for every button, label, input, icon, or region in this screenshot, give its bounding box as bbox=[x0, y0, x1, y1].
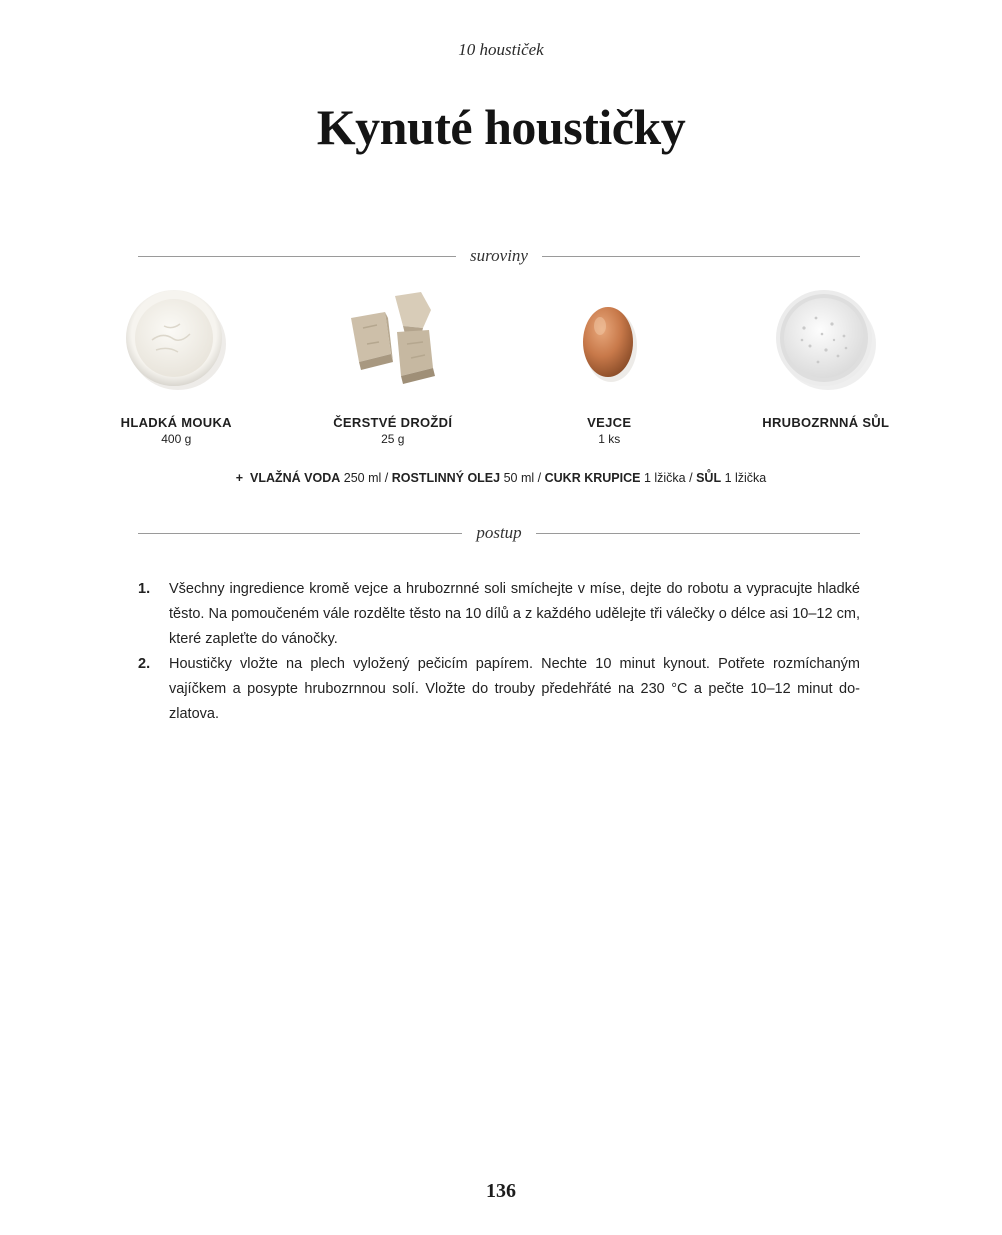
extra-ingredient-name: SŮL bbox=[696, 471, 722, 485]
ingredients-divider bbox=[138, 244, 860, 268]
divider-line-left bbox=[138, 256, 456, 257]
recipe-title: Kynuté houstičky bbox=[316, 99, 686, 155]
chapter-kicker: 10 houstiček bbox=[458, 40, 544, 59]
extra-ingredient-name: ROSTLINNÝ OLEJ bbox=[391, 471, 501, 485]
plus-sign: + bbox=[235, 471, 244, 485]
method-section-label: postup bbox=[476, 523, 522, 542]
step-text: Všechny ingredience kromě vejce a hrubozrnné soli smíchejte v míse, dejte do robotu a vypracujte hladké těsto. Na pomoučeném vále rozdělte těsto na 10 dílů a z každého udělejte tři válečky o délce asi 10–12 cm, které zapleťte do vánočky. bbox=[169, 581, 860, 647]
ingredient-item bbox=[501, 285, 718, 446]
extra-ingredients bbox=[0, 471, 1002, 485]
ingredient-qty: 1 ks bbox=[598, 432, 621, 446]
extra-ingredient-qty: 50 ml bbox=[503, 471, 535, 485]
step-number: 2. bbox=[138, 656, 151, 672]
salt-bowl-icon bbox=[766, 285, 886, 395]
method-step bbox=[138, 577, 860, 652]
ingredient-item bbox=[718, 285, 935, 446]
egg-icon bbox=[549, 285, 669, 395]
fresh-yeast-icon bbox=[333, 285, 453, 395]
step-number: 1. bbox=[138, 581, 151, 597]
flour-bowl-icon bbox=[116, 285, 236, 395]
separator: / bbox=[384, 471, 389, 485]
divider-line-left bbox=[138, 533, 462, 534]
ingredient-qty: 25 g bbox=[381, 432, 405, 446]
ingredients-section-label: suroviny bbox=[470, 246, 528, 265]
extra-ingredient-qty: 250 ml bbox=[343, 471, 382, 485]
separator: / bbox=[537, 471, 542, 485]
extra-ingredient-name: CUKR KRUPICE bbox=[544, 471, 641, 485]
ingredient-name: VEJCE bbox=[587, 415, 632, 430]
ingredient-name: HLADKÁ MOUKA bbox=[120, 415, 232, 430]
method-steps bbox=[138, 577, 860, 727]
ingredient-qty: 400 g bbox=[161, 432, 192, 446]
extra-ingredient-qty: 1 lžička bbox=[643, 471, 686, 485]
page-number: 136 bbox=[486, 1180, 516, 1202]
ingredient-name: HRUBOZRNNÁ SŮL bbox=[762, 415, 890, 430]
extra-ingredient-qty: 1 lžička bbox=[724, 471, 767, 485]
extra-ingredient-name: VLAŽNÁ VODA bbox=[250, 471, 341, 485]
method-divider bbox=[138, 521, 860, 545]
step-text: Houstičky vložte na plech vyložený pečicím papírem. Nechte 10 minut kynout. Potřete rozmíchaným vajíčkem a posypte hrubozrnnou solí. Vložte do trouby předehřáté na 230 °C a pečte 10–12 minut dozlatova. bbox=[169, 656, 860, 722]
ingredient-list bbox=[68, 285, 934, 446]
ingredient-name: ČERSTVÉ DROŽDÍ bbox=[333, 415, 453, 430]
divider-line-right bbox=[536, 533, 860, 534]
separator: / bbox=[689, 471, 693, 485]
ingredient-item bbox=[285, 285, 502, 446]
method-step bbox=[138, 652, 860, 727]
divider-line-right bbox=[542, 256, 860, 257]
ingredient-item bbox=[68, 285, 285, 446]
